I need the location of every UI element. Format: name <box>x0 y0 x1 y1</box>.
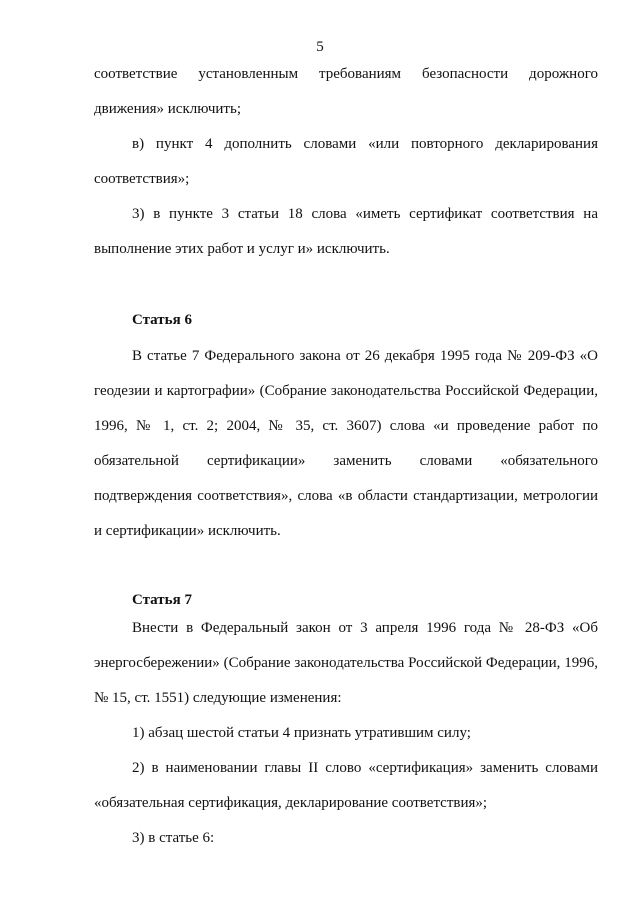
article-7-item-1: 1) абзац шестой статьи 4 признать утратившим силу; <box>132 725 471 741</box>
article-6-heading: Статья 6 <box>132 312 192 328</box>
paragraph-item-v: в) пункт 4 дополнить словами «или повторного декларирования соответствия»; <box>94 136 598 187</box>
article-7-item-2: 2) в наименовании главы II слово «сертификация» заменить словами «обязательная сертификация, декларирование соответствия»; <box>94 760 598 811</box>
article-7-intro: Внести в Федеральный закон от 3 апреля 1996 года № 28-ФЗ «Об энергосбережении» (Собрание законодательства Российской Федерации, 1996, № 15, ст. 1551) следующие изменения: <box>94 620 598 706</box>
page-number: 5 <box>316 39 324 55</box>
article-7-heading: Статья 7 <box>132 592 192 608</box>
article-7-item-3: 3) в статье 6: <box>132 830 215 846</box>
article-6-text: В статье 7 Федерального закона от 26 декабря 1995 года № 209-ФЗ «О геодезии и картографии» (Собрание законодательства Российской Федерации, 1996, № 1, ст. 2; 2004, № 35, ст. 3607) слова «и проведение работ по обязательной сертификации» заменить словами «обязательного подтверждения соответствия», слова «в области стандартизации, метрологии и сертификации» исключить. <box>94 348 598 539</box>
paragraph-continuation: соответствие установленным требованиям безопасности дорожного движения» исключить; <box>94 66 598 117</box>
paragraph-item-3: 3) в пункте 3 статьи 18 слова «иметь сертификат соответствия на выполнение этих работ и услуг и» исключить. <box>94 206 598 257</box>
